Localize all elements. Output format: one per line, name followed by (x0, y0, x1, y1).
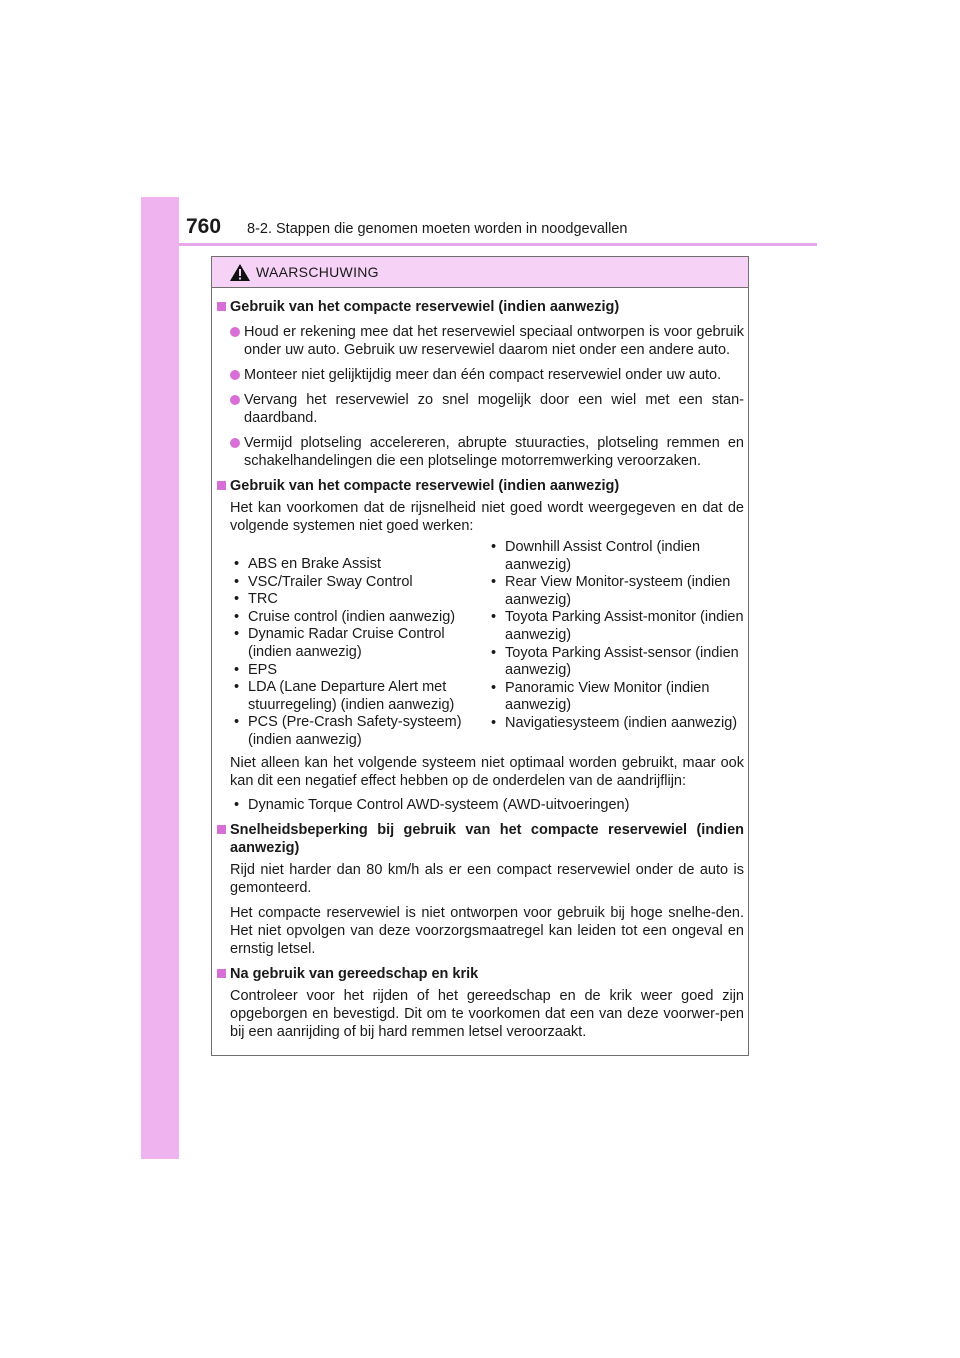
systems-column-left (230, 556, 480, 750)
page-number: 760 (186, 215, 222, 238)
warning-title: WAARSCHUWING (256, 264, 379, 280)
bullet-item: Houd er rekening mee dat het reservewiel speciaal ontworpen is voor gebruik onder uw auto. Gebruik uw reservewiel daarom niet onder een andere auto. (230, 323, 744, 359)
side-tab-band (141, 197, 179, 1159)
systems-column-right (487, 539, 757, 733)
section-speed-systems (214, 477, 744, 814)
section-heading: Gebruik van het compacte reservewiel (indien aanwezig) (230, 299, 620, 315)
list-item: • LDA (Lane Departure Alert met stuurregeling) (indien aanwezig) (230, 679, 480, 714)
paragraph: Controleer voor het rijden of het gereedschap en de krik weer goed zijn opgeborgen en bevestigd. Dit om te voorkomen dat een van deze voorwer-pen bij een aanrijding of bij hard remmen letsel veroorzaakt. (230, 988, 744, 1040)
list-item: • Cruise control (indien aanwezig) (230, 609, 480, 627)
section-heading: Snelheidsbeperking bij gebruik van het compacte reservewiel (indien aanwezig) (230, 822, 744, 856)
paragraph: Niet alleen kan het volgende systeem niet optimaal worden gebruikt, maar ook kan dit een negatief effect hebben op de onderdelen van de aandrijflijn: (230, 755, 744, 789)
bullet-dot-icon (230, 438, 240, 448)
section-heading: Na gebruik van gereedschap en krik (230, 966, 479, 982)
list-item: • Toyota Parking Assist-monitor (indien aanwezig) (487, 609, 757, 644)
warning-box (211, 256, 749, 1056)
warning-content (214, 298, 744, 1048)
square-marker-icon (217, 825, 226, 834)
list-item: • Navigatiesysteem (indien aanwezig) (487, 715, 757, 733)
list-item: • Rear View Monitor-systeem (indien aanwezig) (487, 574, 757, 609)
bullet-item: Vermijd plotseling accelereren, abrupte stuuracties, plotseling remmen en schakelhandelingen die een plotselinge motorremwerking veroorzaken. (230, 434, 744, 470)
bullet-item: Monteer niet gelijktijdig meer dan één compact reservewiel onder uw auto. (230, 366, 744, 384)
bullet-dot-icon (230, 395, 240, 405)
section-title: 8-2. Stappen die genomen moeten worden in noodgevallen (247, 221, 628, 237)
bullet-item: Vervang het reservewiel zo snel mogelijk door een wiel met een stan-daardband. (230, 391, 744, 427)
paragraph: Het compacte reservewiel is niet ontworpen voor gebruik bij hoge snelhe-den. Het niet opvolgen van deze voorzorgsmaatregel kan leiden tot een ongeval en ernstig letsel. (230, 905, 744, 957)
list-item: • Dynamic Torque Control AWD-systeem (AWD-uitvoeringen) (230, 796, 744, 814)
list-item: • ABS en Brake Assist (230, 556, 480, 574)
list-item: • PCS (Pre-Crash Safety-systeem) (indien aanwezig) (230, 714, 480, 749)
warning-triangle-icon (229, 263, 251, 282)
section-compact-spare (214, 298, 744, 470)
section-after-tools (214, 965, 744, 1041)
header-rule (179, 243, 817, 246)
paragraph: Rijd niet harder dan 80 km/h als er een compact reservewiel onder de auto is gemonteerd. (230, 862, 744, 896)
list-item: • TRC (230, 591, 480, 609)
square-marker-icon (217, 481, 226, 490)
list-item: • EPS (230, 662, 480, 680)
systems-list (230, 539, 744, 751)
paragraph: Het kan voorkomen dat de rijsnelheid niet goed wordt weergegeven en dat de volgende systemen niet goed werken: (230, 500, 744, 534)
section-speed-limit (214, 821, 744, 958)
warning-header (212, 257, 748, 288)
section-heading: Gebruik van het compacte reservewiel (indien aanwezig) (230, 478, 620, 494)
list-item: • Downhill Assist Control (indien aanwezig) (487, 539, 757, 574)
list-item: • Dynamic Radar Cruise Control (indien aanwezig) (230, 626, 480, 661)
list-item: • Toyota Parking Assist-sensor (indien aanwezig) (487, 645, 757, 680)
square-marker-icon (217, 302, 226, 311)
list-item: • Panoramic View Monitor (indien aanwezig) (487, 680, 757, 715)
bullet-dot-icon (230, 327, 240, 337)
bullet-dot-icon (230, 370, 240, 380)
square-marker-icon (217, 969, 226, 978)
list-item: • VSC/Trailer Sway Control (230, 574, 480, 592)
